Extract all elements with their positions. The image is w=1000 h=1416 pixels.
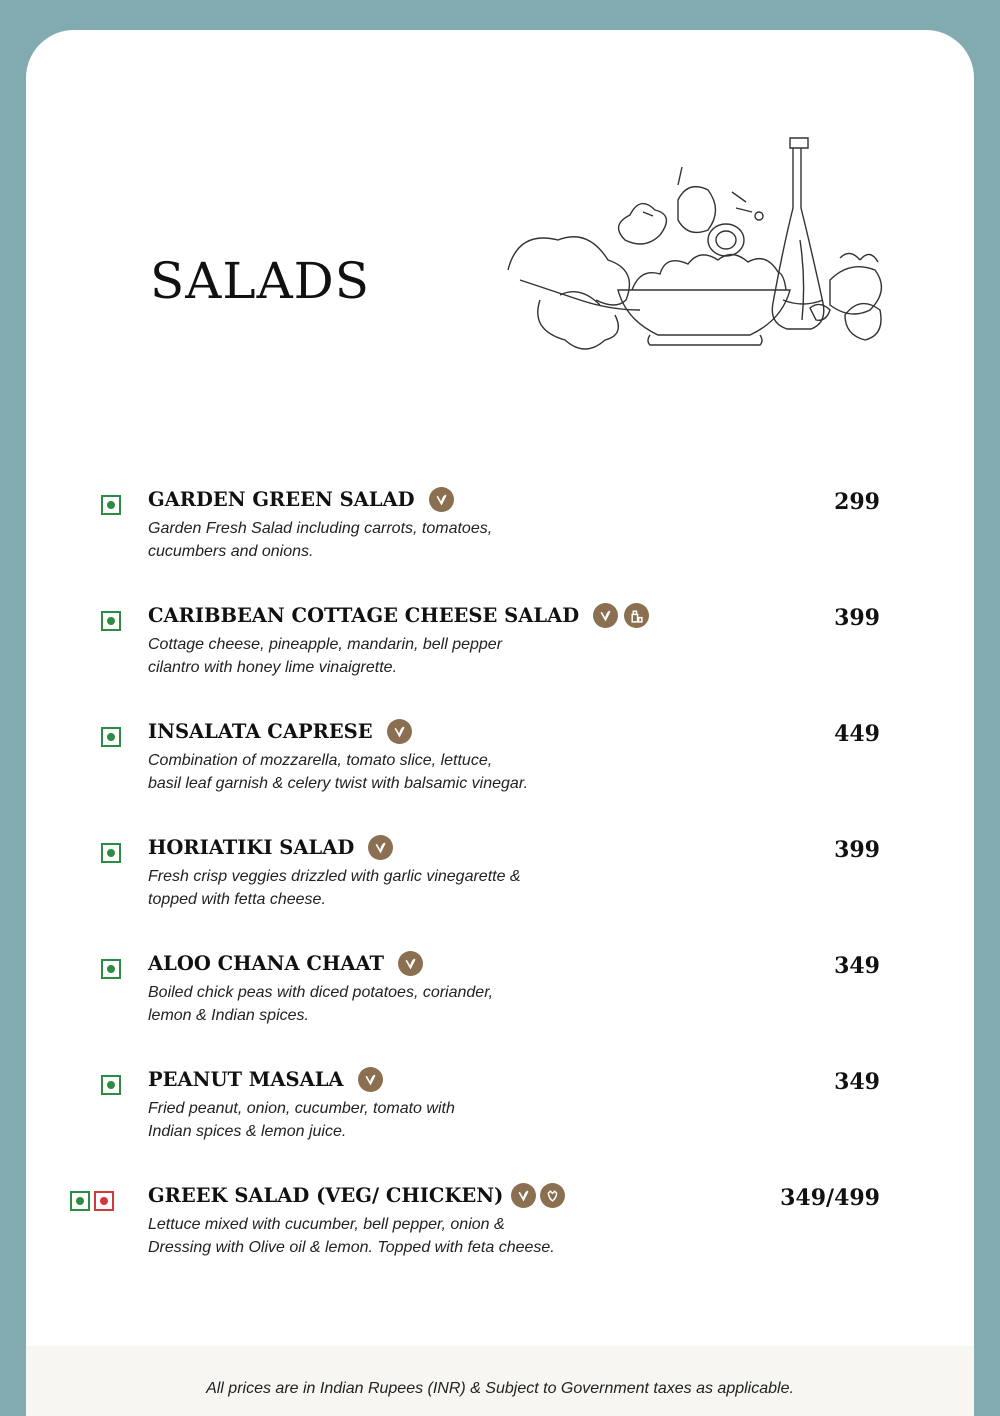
item-name-text: CARIBBEAN COTTAGE CHEESE SALAD [148,604,580,627]
menu-item [0,719,1000,829]
veg-icon [101,843,121,863]
item-name [148,835,393,860]
diet-marks [101,611,121,631]
veg-icon [101,959,121,979]
item-description: Fried peanut, onion, cucumber, tomato with Indian spices & lemon juice. [148,1100,455,1140]
veg-icon [70,1191,90,1211]
vegetarian-icon [429,487,454,512]
diet-marks [101,959,121,979]
item-name [148,603,649,628]
chicken-icon [540,1183,565,1208]
salad-bowl-illustration [500,130,900,355]
item-price: 349/499 [780,1185,880,1211]
item-description: Boiled chick peas with diced potatoes, coriander, lemon & Indian spices. [148,984,494,1024]
menu-item [0,951,1000,1061]
page-title: SALADS [150,252,371,310]
item-description: Combination of mozzarella, tomato slice, lettuce, basil leaf garnish & celery twist with balsamic vinegar. [148,752,529,792]
item-name-text: INSALATA CAPRESE [148,720,373,743]
item-name [148,719,412,744]
diet-marks [101,843,121,863]
menu-item [0,835,1000,945]
diet-marks [101,727,121,747]
item-price: 349 [834,953,880,979]
vegetarian-icon [511,1183,536,1208]
item-price: 449 [834,721,880,747]
veg-icon [101,727,121,747]
menu-item [0,1067,1000,1177]
veg-icon [101,611,121,631]
menu-item [0,1183,1000,1293]
veg-icon [101,495,121,515]
dairy-icon [624,603,649,628]
diet-marks [101,1075,121,1095]
diet-marks [101,495,121,515]
item-name-text: PEANUT MASALA [148,1068,344,1091]
item-description: Garden Fresh Salad including carrots, tomatoes, cucumbers and onions. [148,520,493,560]
vegetarian-icon [387,719,412,744]
item-description: Fresh crisp veggies drizzled with garlic vinegarette & topped with fetta cheese. [148,868,521,908]
item-name [148,1183,565,1208]
diet-marks [70,1191,114,1211]
item-name-text: GARDEN GREEN SALAD [148,488,415,511]
item-price: 299 [834,489,880,515]
vegetarian-icon [398,951,423,976]
item-description: Lettuce mixed with cucumber, bell pepper, onion & Dressing with Olive oil & lemon. Topped with feta cheese. [148,1216,555,1256]
vegetarian-icon [593,603,618,628]
item-price: 399 [834,837,880,863]
vegetarian-icon [368,835,393,860]
menu-item [0,603,1000,713]
item-name [148,487,454,512]
veg-icon [101,1075,121,1095]
item-description: Cottage cheese, pineapple, mandarin, bell pepper cilantro with honey lime vinaigrette. [148,636,503,676]
menu-item [0,487,1000,597]
vegetarian-icon [358,1067,383,1092]
item-name-text: HORIATIKI SALAD [148,836,355,859]
item-price: 399 [834,605,880,631]
footer-note: All prices are in Indian Rupees (INR) & Subject to Government taxes as applicable. [206,1380,794,1397]
item-name [148,951,423,976]
item-name [148,1067,383,1092]
nonveg-icon [94,1191,114,1211]
item-name-text: GREEK SALAD (VEG/ CHICKEN) [148,1184,504,1207]
item-price: 349 [834,1069,880,1095]
item-name-text: ALOO CHANA CHAAT [148,952,385,975]
